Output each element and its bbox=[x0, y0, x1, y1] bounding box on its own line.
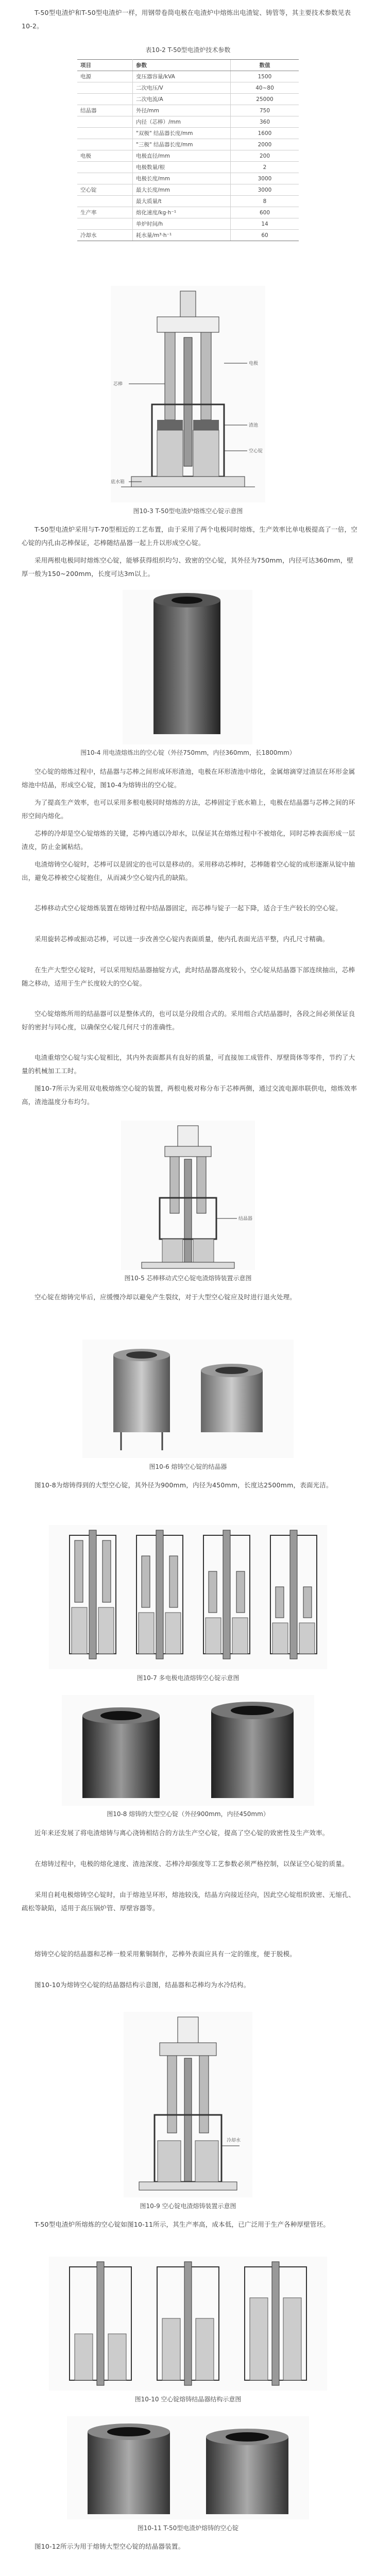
table-cell bbox=[77, 173, 133, 184]
figure-10-8 bbox=[62, 1695, 314, 1806]
paragraph-4: 为了提高生产效率，也可以采用多根电极同时熔炼的方法，芯棒固定于底水箱上，电极在结晶器与芯棒之间的环形空间内熔化。 bbox=[22, 799, 355, 820]
table-header: 参数 bbox=[133, 60, 231, 71]
label-mold: 结晶器 bbox=[238, 1216, 253, 1222]
table-row bbox=[77, 184, 299, 196]
paragraph-21: 图10-12所示为用于熔铸大型空心锭的结晶器装置。 bbox=[35, 2543, 185, 2550]
label-water: 冷却水 bbox=[227, 2138, 241, 2143]
apparatus-diagram-icon bbox=[124, 2012, 252, 2197]
table-cell: 冷却水 bbox=[77, 230, 133, 241]
paragraph-1: T-50型电渣炉采用与T-70型相近的工艺布置，由于采用了两个电极同时熔炼，生产效率比单电极提高了一倍，空心锭的内孔由芯棒保证，芯棒随结晶器一起上升以形成空心锭。 bbox=[22, 526, 357, 547]
table-cell: 电极数量/根 bbox=[133, 162, 231, 173]
furnace-diagram-icon bbox=[111, 286, 265, 502]
table-cell: 1600 bbox=[231, 128, 299, 139]
multi-electrode-diagram-icon bbox=[49, 1525, 327, 1669]
spec-table bbox=[77, 59, 299, 241]
table-cell: 25000 bbox=[231, 94, 299, 105]
table-cell: "三极" 结晶器长度/mm bbox=[133, 139, 231, 150]
table-cell: 2000 bbox=[231, 139, 299, 150]
table-cell: 外径/mm bbox=[133, 105, 231, 116]
figure-10-10-caption: 图10-10 空心锭熔铸结晶器结构示意图 bbox=[134, 2396, 242, 2403]
table-row bbox=[77, 116, 299, 128]
table-row bbox=[77, 139, 299, 150]
table-cell: 空心锭 bbox=[77, 184, 133, 196]
table-cell: 60 bbox=[231, 230, 299, 241]
paragraph-2: 采用两根电极同时熔炼空心锭，能够获得组织均匀、致密的空心锭，其外径为750mm，内径可达360mm，壁厚一般为150~200mm，长度可达3m以上。 bbox=[22, 556, 354, 578]
figure-10-6-caption: 图10-6 熔铸空心锭的结晶器 bbox=[149, 1463, 227, 1470]
intro-paragraph: T-50型电渣炉和T-50型电渣炉一样，用钢带卷筒电极在电渣炉中熔炼出电渣锭、铸管等，其主要技术参数见表10-2。 bbox=[22, 9, 351, 30]
table-cell bbox=[77, 82, 133, 94]
table-row bbox=[77, 162, 299, 173]
paragraph-12: 图10-7所示为采用双电极熔炼空心锭的装置，两根电极对称分布于芯棒两侧，通过交流电源串联供电，熔炼效率高，渣池温度分布均匀。 bbox=[22, 1084, 357, 1106]
table-cell bbox=[77, 139, 133, 150]
table-cell: 电极 bbox=[77, 150, 133, 162]
mold-photo-icon bbox=[82, 1340, 294, 1458]
paragraph-8: 采用旋转芯棒或振动芯棒，可以进一步改善空心锭内表面质量，使内孔表面光洁平整，内孔尺寸精确。 bbox=[35, 935, 329, 943]
table-cell: "双极" 结晶器长度/mm bbox=[133, 128, 231, 139]
table-cell: 结晶器 bbox=[77, 105, 133, 116]
mold-structure-diagram-icon bbox=[49, 2257, 327, 2391]
table-cell: 电极直径/mm bbox=[133, 150, 231, 162]
table-cell bbox=[77, 218, 133, 230]
table-cell: 40~80 bbox=[231, 82, 299, 94]
label-electrode: 电极 bbox=[249, 361, 259, 366]
table-cell: 耗水量/m³·h⁻¹ bbox=[133, 230, 231, 241]
paragraph-6: 电渣熔铸空心锭时，芯棒可以是固定的也可以是移动的。采用移动芯棒时，芯棒随着空心锭的成形逐渐从锭中抽出，避免芯棒被空心锭抱住，从而减少空心锭内孔的缺陷。 bbox=[22, 860, 355, 882]
table-cell: 2 bbox=[231, 162, 299, 173]
table-cell: 600 bbox=[231, 207, 299, 218]
paragraph-5: 芯棒的冷却是空心锭熔炼的关键，芯棒内通以冷却水，以保证其在熔炼过程中不被熔化，同时芯棒表面形成一层渣皮，防止金属粘结。 bbox=[22, 829, 355, 851]
hollow-ingot-photo-icon bbox=[123, 590, 252, 744]
figure-10-9 bbox=[124, 2012, 252, 2197]
figure-10-11 bbox=[67, 2416, 309, 2519]
table-row bbox=[77, 196, 299, 207]
paragraph-11: 电渣重熔空心锭与实心锭相比，其内外表面都具有良好的质量，可直接加工成管件、厚壁筒体等零件，节约了大量的机械加工工时。 bbox=[22, 1054, 355, 1075]
figure-10-8-caption: 图10-8 熔铸的大型空心锭（外径900mm，内径450mm） bbox=[107, 1810, 269, 1818]
moving-mandrel-diagram-icon bbox=[121, 1121, 255, 1270]
paragraph-7: 芯棒移动式空心锭熔炼装置在熔铸过程中结晶器固定，而芯棒与锭子一起下降，适合于生产较长的空心锭。 bbox=[35, 904, 342, 912]
table-cell: 二次电压/V bbox=[133, 82, 231, 94]
table-cell bbox=[77, 162, 133, 173]
table-row bbox=[77, 94, 299, 105]
paragraph-15: 近年来还发展了将电渣熔铸与离心浇铸相结合的方法生产空心锭，提高了空心锭的致密性及生产效率。 bbox=[35, 1829, 329, 1837]
paragraph-13: 空心锭在熔铸完毕后，应缓慢冷却以避免产生裂纹，对于大型空心锭应及时进行退火处理。 bbox=[35, 1293, 297, 1301]
table-cell: 1500 bbox=[231, 71, 299, 82]
table-row bbox=[77, 82, 299, 94]
paragraph-17: 采用自耗电极熔铸空心锭时，由于熔池呈环形，熔池较浅，结晶方向接近径向，因此空心锭组织致密、无缩孔、疏松等缺陷，适用于高压锅炉管、厚壁容器等。 bbox=[22, 1891, 355, 1912]
table-cell: 变压器容量/kVA bbox=[133, 71, 231, 82]
paragraph-14: 图10-8为熔铸得到的大型空心锭，其外径为900mm，内径为450mm，长度达2500mm，表面光洁。 bbox=[35, 1481, 333, 1489]
table-header-row bbox=[77, 60, 299, 71]
table-header: 项目 bbox=[77, 60, 133, 71]
table-cell: 最大长度/mm bbox=[133, 184, 231, 196]
table-cell: 熔化速度/kg·h⁻¹ bbox=[133, 207, 231, 218]
label-base: 底水箱 bbox=[111, 480, 125, 485]
figure-10-5 bbox=[121, 1121, 255, 1270]
figure-10-10 bbox=[49, 2257, 327, 2391]
figure-10-6 bbox=[82, 1340, 294, 1458]
table-cell bbox=[77, 196, 133, 207]
table-cell: 电源 bbox=[77, 71, 133, 82]
table-cell: 二次电流/A bbox=[133, 94, 231, 105]
figure-10-3 bbox=[111, 286, 265, 502]
figure-10-9-caption: 图10-9 空心锭电渣熔铸装置示意图 bbox=[140, 2202, 236, 2210]
table-cell: 3000 bbox=[231, 173, 299, 184]
table-cell: 电极长度/mm bbox=[133, 173, 231, 184]
table-cell bbox=[77, 116, 133, 128]
table-cell: 内径（芯棒）/mm bbox=[133, 116, 231, 128]
paragraph-10: 空心锭熔炼所用的结晶器可以是整体式的，也可以是分段组合式的。采用组合式结晶器时，各段之间必须保证良好的密封与同心度，以确保空心锭几何尺寸的准确性。 bbox=[22, 1010, 355, 1031]
paragraph-19: 图10-10为熔铸空心锭的结晶器结构示意图，结晶器和芯棒均为水冷结构。 bbox=[35, 1981, 250, 1989]
paragraph-9: 在生产大型空心锭时，可以采用短结晶器抽锭方式，此时结晶器高度较小，空心锭从结晶器下部连续抽出，芯棒随之移动，适用于生产长度较大的空心锭。 bbox=[22, 966, 355, 987]
table-header: 数值 bbox=[231, 60, 299, 71]
table-row bbox=[77, 105, 299, 116]
large-ingot-photo-icon bbox=[62, 1695, 314, 1806]
label-mandrel: 芯棒 bbox=[113, 382, 123, 387]
table-cell: 3000 bbox=[231, 184, 299, 196]
table-row bbox=[77, 207, 299, 218]
table-cell bbox=[77, 94, 133, 105]
table-cell: 200 bbox=[231, 150, 299, 162]
figure-10-4 bbox=[123, 590, 252, 744]
table-row bbox=[77, 128, 299, 139]
label-ingot: 空心锭 bbox=[249, 449, 263, 454]
table-cell: 14 bbox=[231, 218, 299, 230]
figure-10-3-caption: 图10-3 T-50型电渣炉熔炼空心锭示意图 bbox=[133, 507, 243, 515]
paragraph-18: 熔铸空心锭的结晶器和芯棒一般采用紫铜制作，芯棒外表面应具有一定的锥度，便于脱模。 bbox=[35, 1950, 297, 1958]
t50-ingot-photo-icon bbox=[67, 2416, 309, 2519]
table-cell bbox=[77, 128, 133, 139]
figure-10-11-caption: 图10-11 T-50型电渣炉熔铸的空心锭 bbox=[137, 2524, 239, 2532]
table-row bbox=[77, 173, 299, 184]
table-cell: 最大质量/t bbox=[133, 196, 231, 207]
paragraph-16: 在熔铸过程中，电极的熔化速度、渣池深度、芯棒冷却强度等工艺参数必须严格控制，以保证空心锭的质量。 bbox=[35, 1860, 349, 1868]
table-row bbox=[77, 71, 299, 82]
table-row bbox=[77, 230, 299, 241]
figure-10-4-caption: 图10-4 用电渣熔炼出的空心锭（外径750mm，内径360mm，长1800mm） bbox=[80, 749, 296, 756]
table-cell: 360 bbox=[231, 116, 299, 128]
table-cell: 750 bbox=[231, 105, 299, 116]
figure-10-5-caption: 图10-5 芯棒移动式空心锭电渣熔铸装置示意图 bbox=[124, 1275, 252, 1282]
table-row bbox=[77, 150, 299, 162]
figure-10-7-caption: 图10-7 多电极电渣熔铸空心锭示意图 bbox=[136, 1674, 240, 1682]
paragraph-20: T-50型电渣炉所熔炼的空心锭如图10-11所示，其生产率高，成本低，已广泛用于生产各种厚壁管坯。 bbox=[35, 2221, 330, 2228]
figure-10-7 bbox=[49, 1525, 327, 1669]
table-row bbox=[77, 218, 299, 230]
table-cell: 单炉时间/h bbox=[133, 218, 231, 230]
table-title: 表10-2 T-50型电渣炉技术参数 bbox=[145, 46, 231, 54]
table-cell: 生产率 bbox=[77, 207, 133, 218]
paragraph-3: 空心锭的熔炼过程中，结晶器与芯棒之间形成环形渣池，电极在环形渣池中熔化，金属熔滴穿过渣层在环形金属熔池中结晶，形成空心锭，图10-4为熔铸出的空心锭。 bbox=[22, 768, 355, 789]
label-slag: 渣池 bbox=[249, 423, 259, 428]
table-cell: 8 bbox=[231, 196, 299, 207]
